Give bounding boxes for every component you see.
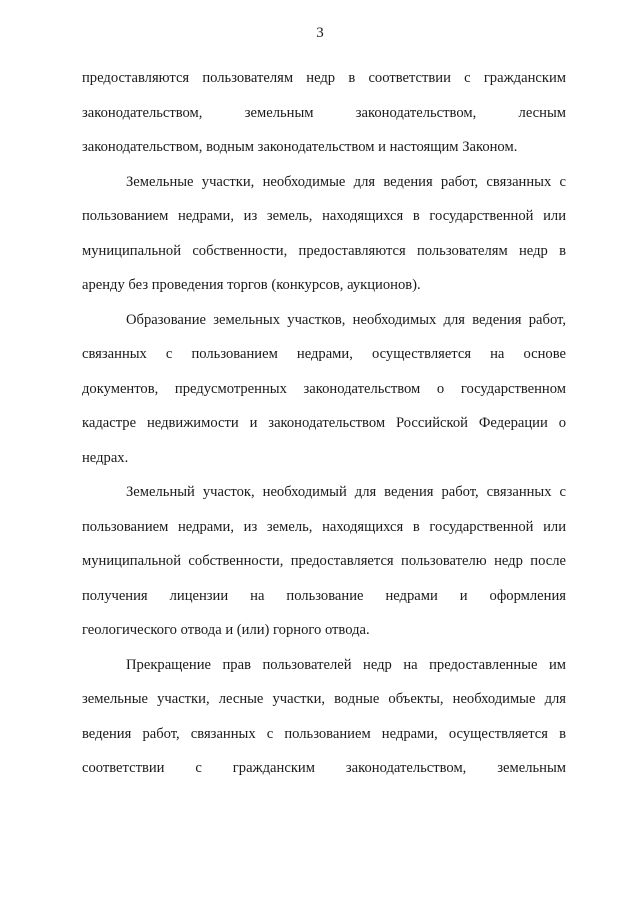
text-line: кадастре недвижимости и законодательством Российской Федерации о [82,415,566,431]
text-line: ведения работ, связанных с пользованием недрами, осуществляется в [82,725,566,742]
text-line: земельные участки, лесные участки, водные объекты, необходимые для [82,691,566,707]
paragraph-first-line: Земельные участки, необходимые для ведения работ, связанных с [126,173,566,190]
page-number: 3 [316,25,324,41]
document-body [82,68,566,793]
text-line: аренду без проведения торгов (конкурсов, аукционов). [82,277,421,293]
text-line: документов, предусмотренных законодательством о государственном [82,380,566,397]
text-line: геологического отвода и (или) горного отвода. [82,622,370,638]
text-line: пользованием недрами, из земель, находящихся в государственной или [82,208,566,224]
text-line: недрах. [82,449,129,466]
paragraph-first-line: Прекращение прав пользователей недр на предоставленные им [126,656,566,673]
text-line: законодательством, водным законодательством и настоящим Законом. [82,139,518,155]
text-line: соответствии с гражданским законодательством, земельным [82,760,566,776]
paragraph-first-line: Образование земельных участков, необходимых для ведения работ, [126,311,566,328]
text-line: муниципальной собственности, предоставляется пользователю недр после [82,553,566,569]
paragraph-first-line: Земельный участок, необходимый для ведения работ, связанных с [126,484,566,500]
text-line: пользованием недрами, из земель, находящихся в государственной или [82,518,566,535]
text-line: получения лицензии на пользование недрами и оформления [82,587,566,604]
text-line: предоставляются пользователям недр в соответствии с гражданским [82,70,566,86]
text-line: связанных с пользованием недрами, осуществляется на основе [82,346,566,362]
text-line: муниципальной собственности, предоставляются пользователям недр в [82,242,566,259]
text-line: законодательством, земельным законодательством, лесным [82,104,566,121]
